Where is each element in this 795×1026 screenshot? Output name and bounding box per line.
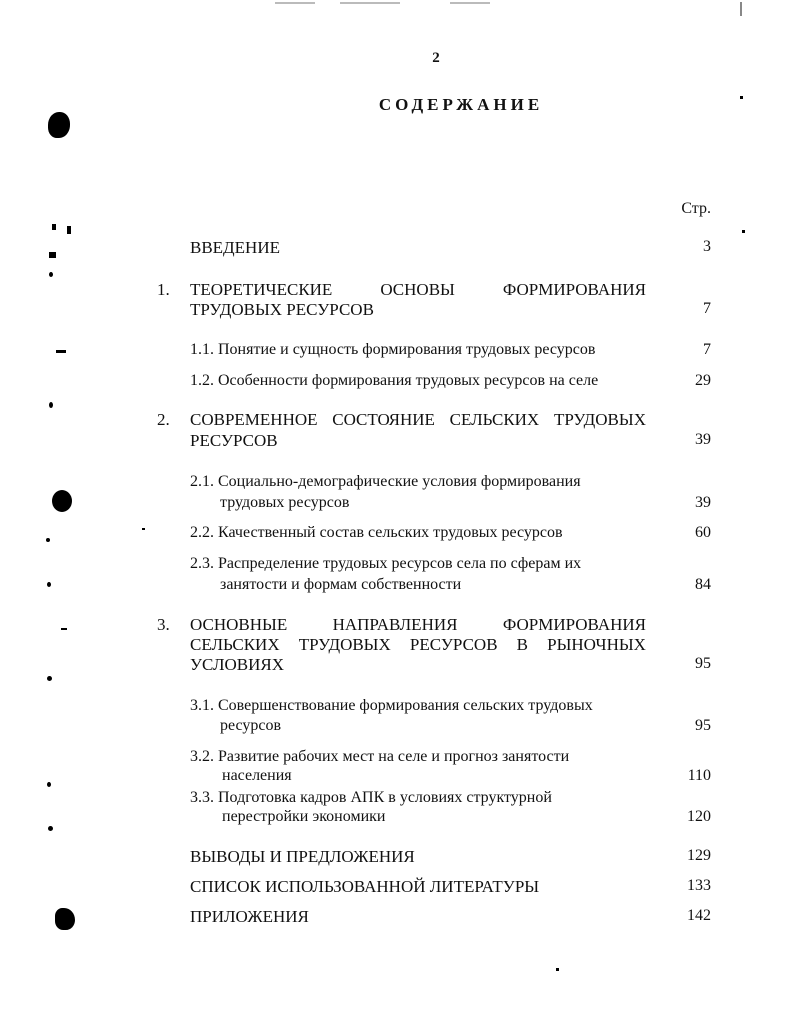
toc-entry-references-page: 133	[687, 877, 711, 894]
title-word: РЫНОЧНЫХ	[547, 635, 646, 654]
chapter-1-title-line-1	[190, 280, 646, 300]
toc-entry-appendices-title: ПРИЛОЖЕНИЯ	[190, 907, 309, 926]
scan-speck	[49, 272, 53, 277]
toc-entry-conclusions-title: ВЫВОДЫ И ПРЕДЛОЖЕНИЯ	[190, 847, 415, 866]
section-1-1-page: 7	[703, 341, 711, 358]
toc-entry-conclusions-page: 129	[687, 847, 711, 864]
section-2-1-title-line-1: 2.1. Социально-демографические условия формирования	[190, 473, 581, 490]
scan-speck	[55, 908, 75, 930]
page-number: 2	[432, 50, 440, 66]
chapter-3-title-line-2	[190, 635, 646, 655]
chapter-2-title-line-2: РЕСУРСОВ	[190, 431, 278, 450]
title-word: ФОРМИРОВАНИЯ	[502, 615, 646, 634]
title-word: ФОРМИРОВАНИЯ	[502, 280, 646, 299]
scan-speck	[742, 230, 745, 233]
section-2-2-title: 2.2. Качественный состав сельских трудовых ресурсов	[190, 524, 563, 541]
scan-speck	[67, 226, 71, 234]
section-2-3-page: 84	[695, 576, 711, 593]
title-word: СЕЛЬСКИХ	[449, 410, 540, 429]
scan-speck	[48, 826, 53, 831]
scan-speck	[52, 224, 56, 230]
section-2-3-title-line-2: занятости и формам собственности	[220, 576, 462, 593]
section-3-3-page: 120	[687, 808, 711, 825]
chapter-1-page: 7	[703, 300, 711, 317]
title-word: СОСТОЯНИЕ	[332, 410, 435, 429]
scan-speck	[340, 2, 400, 4]
section-1-2-page: 29	[695, 372, 711, 389]
page-title: СОДЕРЖАНИЕ	[378, 95, 544, 114]
chapter-1-title-line-2: ТРУДОВЫХ РЕСУРСОВ	[190, 300, 374, 319]
scan-speck	[49, 252, 56, 258]
title-word: ТРУДОВЫХ	[298, 635, 391, 654]
section-3-2-title-line-1: 3.2. Развитие рабочих мест на селе и прогноз занятости	[190, 748, 570, 765]
chapter-1-number: 1.	[157, 280, 170, 299]
scan-speck	[450, 2, 490, 4]
title-word: СОВРЕМЕННОЕ	[190, 410, 318, 429]
scan-speck	[740, 2, 742, 16]
scan-speck	[556, 968, 559, 971]
title-word: НАПРАВЛЕНИЯ	[332, 615, 458, 634]
title-word: ТРУДОВЫХ	[553, 410, 646, 429]
title-word: ОСНОВНЫЕ	[190, 615, 288, 634]
section-2-1-title-line-2: трудовых ресурсов	[220, 494, 350, 511]
section-3-1-page: 95	[695, 717, 711, 734]
chapter-2-page: 39	[695, 431, 711, 448]
scan-speck	[52, 490, 72, 512]
pages-column-label: Стр.	[681, 200, 711, 217]
toc-entry-appendices-page: 142	[687, 907, 711, 924]
toc-entry-intro-title: ВВЕДЕНИЕ	[190, 238, 280, 257]
scan-speck	[142, 528, 145, 530]
section-3-2-page: 110	[687, 767, 711, 784]
chapter-3-page: 95	[695, 655, 711, 672]
toc-entry-references-title: СПИСОК ИСПОЛЬЗОВАННОЙ ЛИТЕРАТУРЫ	[190, 877, 540, 896]
section-3-3-title-line-1: 3.3. Подготовка кадров АПК в условиях структурной	[190, 789, 552, 806]
scan-speck	[47, 582, 51, 587]
chapter-2-number: 2.	[157, 410, 170, 429]
chapter-3-number: 3.	[157, 615, 170, 634]
title-word: ТЕОРЕТИЧЕСКИЕ	[190, 280, 333, 299]
section-3-1-title-line-2: ресурсов	[220, 717, 282, 734]
title-word: СЕЛЬСКИХ	[190, 635, 280, 654]
scan-speck	[49, 402, 53, 408]
section-2-2-page: 60	[695, 524, 711, 541]
scan-speck	[56, 350, 66, 353]
scan-speck	[48, 112, 70, 138]
section-3-1-title-line-1: 3.1. Совершенствование формирования сельских трудовых	[190, 697, 593, 714]
section-1-2-title: 1.2. Особенности формирования трудовых ресурсов на селе	[190, 372, 599, 389]
chapter-3-title-line-1	[190, 615, 646, 635]
section-2-1-page: 39	[695, 494, 711, 511]
title-word: В	[516, 635, 528, 654]
chapter-3-title-line-3: УСЛОВИЯХ	[190, 655, 284, 674]
chapter-2-title-line-1	[190, 410, 646, 430]
scan-speck	[275, 2, 315, 4]
title-word: ОСНОВЫ	[380, 280, 455, 299]
section-1-1-title: 1.1. Понятие и сущность формирования трудовых ресурсов	[190, 341, 596, 358]
section-2-3-title-line-1: 2.3. Распределение трудовых ресурсов села по сферам их	[190, 555, 582, 572]
scan-speck	[47, 782, 51, 787]
title-word: РЕСУРСОВ	[409, 635, 498, 654]
scan-speck	[46, 538, 50, 542]
scan-speck	[61, 628, 67, 630]
scan-speck	[47, 676, 52, 681]
toc-entry-intro-page: 3	[703, 238, 711, 255]
section-3-3-title-line-2: перестройки экономики	[222, 808, 386, 825]
section-3-2-title-line-2: населения	[222, 767, 292, 784]
